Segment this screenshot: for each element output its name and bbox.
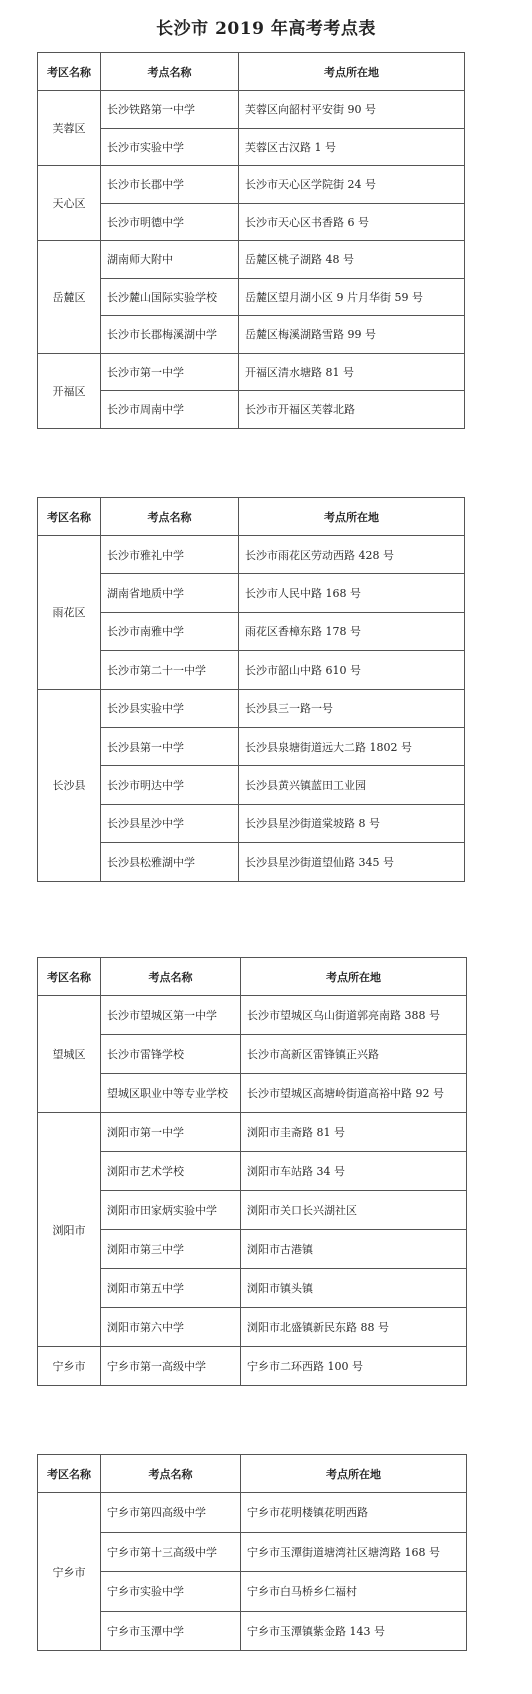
- address-cell: 宁乡市玉潭镇紫金路 143 号: [241, 1611, 467, 1651]
- address-cell: 浏阳市圭斋路 81 号: [241, 1113, 467, 1152]
- district-cell: 宁乡市: [38, 1493, 101, 1651]
- school-cell: 长沙铁路第一中学: [101, 91, 239, 129]
- school-cell: 宁乡市实验中学: [101, 1572, 241, 1612]
- address-cell: 宁乡市二环西路 100 号: [241, 1347, 467, 1386]
- table-row: [38, 536, 465, 574]
- table-row: [38, 391, 465, 429]
- table-row: [38, 1074, 467, 1113]
- table-row: [38, 1035, 467, 1074]
- address-cell: 长沙县黄兴镇蓝田工业园: [239, 766, 465, 804]
- school-cell: 湖南省地质中学: [101, 574, 239, 612]
- table-row: [38, 766, 465, 804]
- school-cell: 湖南师大附中: [101, 241, 239, 279]
- address-cell: 浏阳市车站路 34 号: [241, 1152, 467, 1191]
- table-row: [38, 316, 465, 354]
- header-school: 考点名称: [101, 958, 241, 996]
- school-cell: 长沙市第二十一中学: [101, 651, 239, 689]
- school-cell: 长沙市雷锋学校: [101, 1035, 241, 1074]
- school-cell: 长沙市长郡梅溪湖中学: [101, 316, 239, 354]
- school-cell: 长沙县第一中学: [101, 727, 239, 765]
- address-cell: 开福区清水塘路 81 号: [239, 353, 465, 391]
- school-cell: 长沙市明达中学: [101, 766, 239, 804]
- table-row: [38, 727, 465, 765]
- address-cell: 长沙市雨花区劳动西路 428 号: [239, 536, 465, 574]
- school-cell: 浏阳市第五中学: [101, 1269, 241, 1308]
- district-cell: 天心区: [38, 166, 101, 241]
- address-cell: 浏阳市镇头镇: [241, 1269, 467, 1308]
- district-cell: 望城区: [38, 996, 101, 1113]
- table-header-row: [38, 958, 467, 996]
- address-cell: 长沙市天心区书香路 6 号: [239, 203, 465, 241]
- table-row: [38, 203, 465, 241]
- school-cell: 长沙市实验中学: [101, 128, 239, 166]
- school-cell: 长沙市周南中学: [101, 391, 239, 429]
- address-cell: 宁乡市白马桥乡仁福村: [241, 1572, 467, 1612]
- address-cell: 长沙县星沙街道棠坡路 8 号: [239, 804, 465, 842]
- table-row: [38, 843, 465, 881]
- table-row: [38, 128, 465, 166]
- address-cell: 浏阳市古港镇: [241, 1230, 467, 1269]
- table-row: [38, 1308, 467, 1347]
- address-cell: 长沙县星沙街道望仙路 345 号: [239, 843, 465, 881]
- address-cell: 岳麓区望月湖小区 9 片月华街 59 号: [239, 278, 465, 316]
- address-cell: 长沙市高新区雷锋镇正兴路: [241, 1035, 467, 1074]
- school-cell: 长沙市长郡中学: [101, 166, 239, 204]
- exam-table-1: [37, 52, 465, 429]
- header-address: 考点所在地: [241, 1455, 467, 1493]
- table-row: [38, 1113, 467, 1152]
- address-cell: 长沙市人民中路 168 号: [239, 574, 465, 612]
- header-district: 考区名称: [38, 53, 101, 91]
- page-title: 长沙市 2019 年高考考点表: [156, 19, 376, 39]
- school-cell: 宁乡市玉潭中学: [101, 1611, 241, 1651]
- header-school: 考点名称: [101, 498, 239, 536]
- table-row: [38, 1572, 467, 1612]
- address-cell: 长沙市望城区乌山街道郭亮南路 388 号: [241, 996, 467, 1035]
- address-cell: 岳麓区梅溪湖路雪路 99 号: [239, 316, 465, 354]
- table-row: [38, 804, 465, 842]
- district-cell: 长沙县: [38, 689, 101, 881]
- table-row: [38, 1493, 467, 1533]
- table-row: [38, 1191, 467, 1230]
- school-cell: 长沙市第一中学: [101, 353, 239, 391]
- exam-table-2: [37, 497, 465, 882]
- table-header-row: [38, 498, 465, 536]
- address-cell: 长沙市望城区高塘岭街道高裕中路 92 号: [241, 1074, 467, 1113]
- school-cell: 长沙市南雅中学: [101, 612, 239, 650]
- table-row: [38, 574, 465, 612]
- table-row: [38, 1532, 467, 1572]
- school-cell: 浏阳市第一中学: [101, 1113, 241, 1152]
- school-cell: 望城区职业中等专业学校: [101, 1074, 241, 1113]
- address-cell: 芙蓉区古汉路 1 号: [239, 128, 465, 166]
- table-row: [38, 1152, 467, 1191]
- table-row: [38, 241, 465, 279]
- address-cell: 浏阳市关口长兴湖社区: [241, 1191, 467, 1230]
- address-cell: 宁乡市玉潭街道塘湾社区塘湾路 168 号: [241, 1532, 467, 1572]
- district-cell: 宁乡市: [38, 1347, 101, 1386]
- address-cell: 浏阳市北盛镇新民东路 88 号: [241, 1308, 467, 1347]
- table-row: [38, 996, 467, 1035]
- school-cell: 宁乡市第十三高级中学: [101, 1532, 241, 1572]
- address-cell: 宁乡市花明楼镇花明西路: [241, 1493, 467, 1533]
- address-cell: 长沙市韶山中路 610 号: [239, 651, 465, 689]
- table-row: [38, 166, 465, 204]
- table-header-row: [38, 1455, 467, 1493]
- table-row: [38, 651, 465, 689]
- school-cell: 长沙市望城区第一中学: [101, 996, 241, 1035]
- table-row: [38, 1611, 467, 1651]
- school-cell: 长沙县实验中学: [101, 689, 239, 727]
- table-row: [38, 1230, 467, 1269]
- district-cell: 浏阳市: [38, 1113, 101, 1347]
- exam-table-4: [37, 1454, 467, 1651]
- header-district: 考区名称: [38, 1455, 101, 1493]
- school-cell: 长沙市明德中学: [101, 203, 239, 241]
- school-cell: 长沙市雅礼中学: [101, 536, 239, 574]
- school-cell: 长沙县松雅湖中学: [101, 843, 239, 881]
- district-cell: 岳麓区: [38, 241, 101, 354]
- school-cell: 浏阳市田家炳实验中学: [101, 1191, 241, 1230]
- address-cell: 雨花区香樟东路 178 号: [239, 612, 465, 650]
- header-address: 考点所在地: [239, 53, 465, 91]
- school-cell: 长沙县星沙中学: [101, 804, 239, 842]
- table-row: [38, 1347, 467, 1386]
- address-cell: 芙蓉区向韶村平安街 90 号: [239, 91, 465, 129]
- school-cell: 宁乡市第四高级中学: [101, 1493, 241, 1533]
- school-cell: 浏阳市艺术学校: [101, 1152, 241, 1191]
- table-row: [38, 689, 465, 727]
- table-row: [38, 1269, 467, 1308]
- header-school: 考点名称: [101, 1455, 241, 1493]
- school-cell: 浏阳市第三中学: [101, 1230, 241, 1269]
- exam-table-3: [37, 957, 467, 1386]
- header-district: 考区名称: [38, 958, 101, 996]
- address-cell: 长沙市天心区学院街 24 号: [239, 166, 465, 204]
- header-address: 考点所在地: [239, 498, 465, 536]
- table-row: [38, 353, 465, 391]
- table-row: [38, 91, 465, 129]
- header-district: 考区名称: [38, 498, 101, 536]
- table-row: [38, 612, 465, 650]
- address-cell: 长沙县三一路一号: [239, 689, 465, 727]
- district-cell: 芙蓉区: [38, 91, 101, 166]
- address-cell: 长沙县泉塘街道远大二路 1802 号: [239, 727, 465, 765]
- table-row: [38, 278, 465, 316]
- school-cell: 长沙麓山国际实验学校: [101, 278, 239, 316]
- address-cell: 岳麓区桃子湖路 48 号: [239, 241, 465, 279]
- district-cell: 开福区: [38, 353, 101, 428]
- district-cell: 雨花区: [38, 536, 101, 690]
- table-header-row: [38, 53, 465, 91]
- header-school: 考点名称: [101, 53, 239, 91]
- header-address: 考点所在地: [241, 958, 467, 996]
- address-cell: 长沙市开福区芙蓉北路: [239, 391, 465, 429]
- school-cell: 宁乡市第一高级中学: [101, 1347, 241, 1386]
- school-cell: 浏阳市第六中学: [101, 1308, 241, 1347]
